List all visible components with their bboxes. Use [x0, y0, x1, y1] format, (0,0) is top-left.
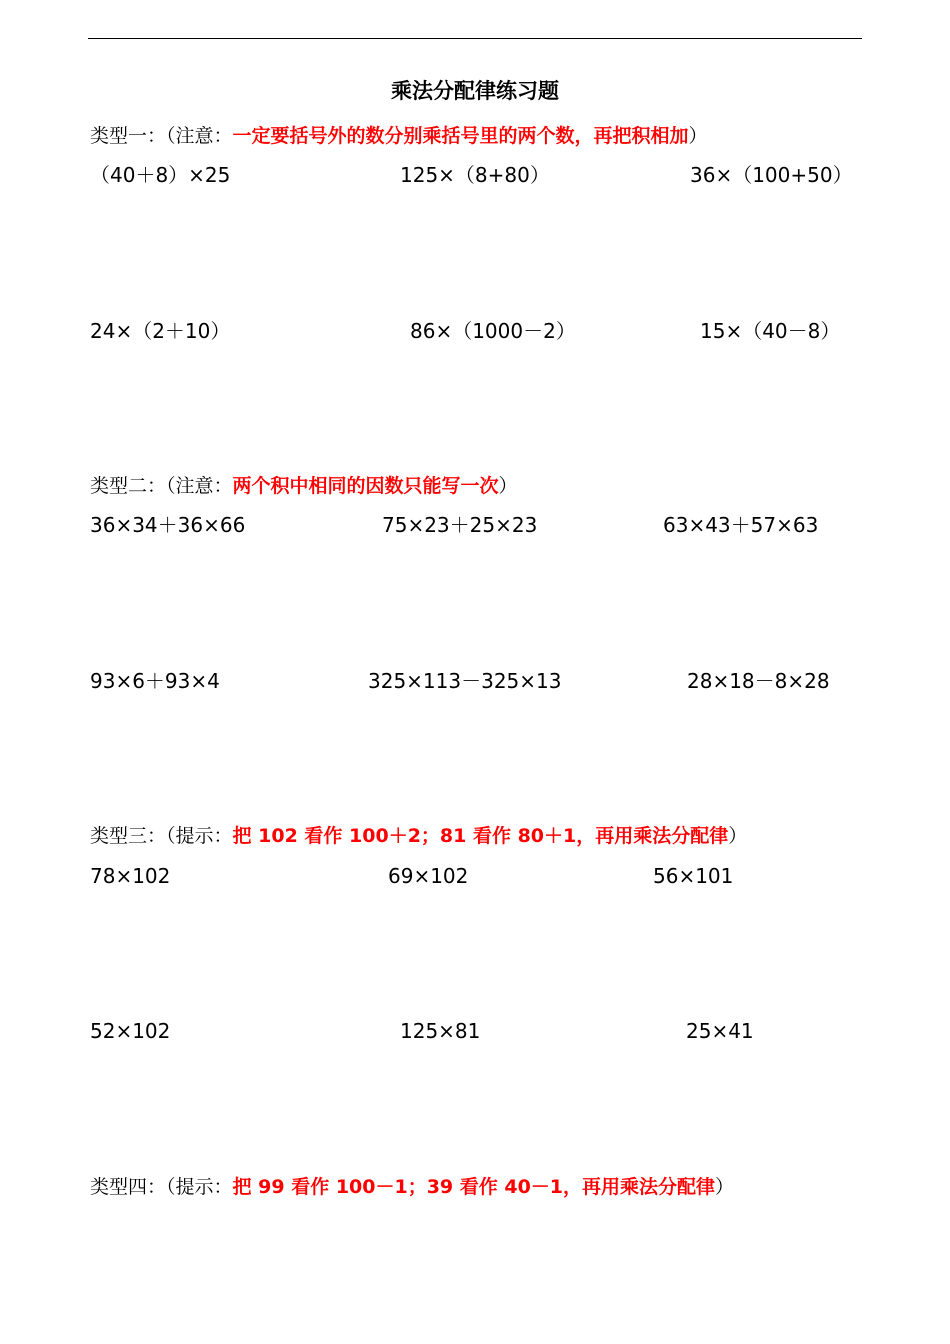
hint-label: 注意：	[175, 125, 233, 147]
problem-3-3: 56×101	[653, 864, 734, 888]
problem-2-4: 93×6＋93×4	[90, 669, 220, 693]
section-close: ）	[688, 125, 708, 147]
section-heading-4	[90, 1173, 734, 1201]
problem-3-5: 125×81	[400, 1019, 481, 1043]
section-label: 类型二：（	[90, 475, 176, 497]
section-note: 两个积中相同的因数只能写一次	[232, 475, 499, 497]
hint-label: 注意：	[175, 475, 233, 497]
problem-3-4: 52×102	[90, 1019, 171, 1043]
section-close: ）	[498, 475, 518, 497]
section-heading-3	[90, 822, 747, 850]
section-note: 一定要括号外的数分别乘括号里的两个数，再把积相加	[232, 125, 689, 147]
problem-3-2: 69×102	[388, 864, 469, 888]
section-note: 把 99 看作 100－1；39 看作 40－1，再用乘法分配律	[232, 1176, 716, 1198]
page-title: 乘法分配律练习题	[391, 79, 559, 103]
top-rule	[88, 38, 862, 39]
problem-2-6: 28×18－8×28	[687, 669, 830, 693]
problem-1-2: 125×（8+80）	[400, 163, 550, 187]
section-note: 把 102 看作 100＋2；81 看作 80＋1，再用乘法分配律	[232, 825, 729, 847]
problem-1-4: 24×（2＋10）	[90, 319, 231, 343]
section-close: ）	[715, 1176, 735, 1198]
problem-1-6: 15×（40－8）	[700, 319, 841, 343]
problem-3-1: 78×102	[90, 864, 171, 888]
problem-2-5: 325×113－325×13	[368, 669, 562, 693]
section-heading-2	[90, 472, 518, 500]
hint-label: 提示：	[175, 825, 233, 847]
section-label: 类型四：（	[90, 1176, 176, 1198]
problem-2-2: 75×23＋25×23	[382, 513, 538, 537]
problem-2-3: 63×43＋57×63	[663, 513, 819, 537]
section-label: 类型三：（	[90, 825, 176, 847]
section-close: ）	[728, 825, 748, 847]
problem-1-1: （40＋8）×25	[90, 163, 231, 187]
problem-1-5: 86×（1000－2）	[410, 319, 576, 343]
hint-label: 提示：	[175, 1176, 233, 1198]
problem-2-1: 36×34＋36×66	[90, 513, 246, 537]
section-label: 类型一：（	[90, 125, 176, 147]
section-heading-1	[90, 122, 708, 150]
problem-3-6: 25×41	[686, 1019, 754, 1043]
problem-1-3: 36×（100+50）	[690, 163, 853, 187]
